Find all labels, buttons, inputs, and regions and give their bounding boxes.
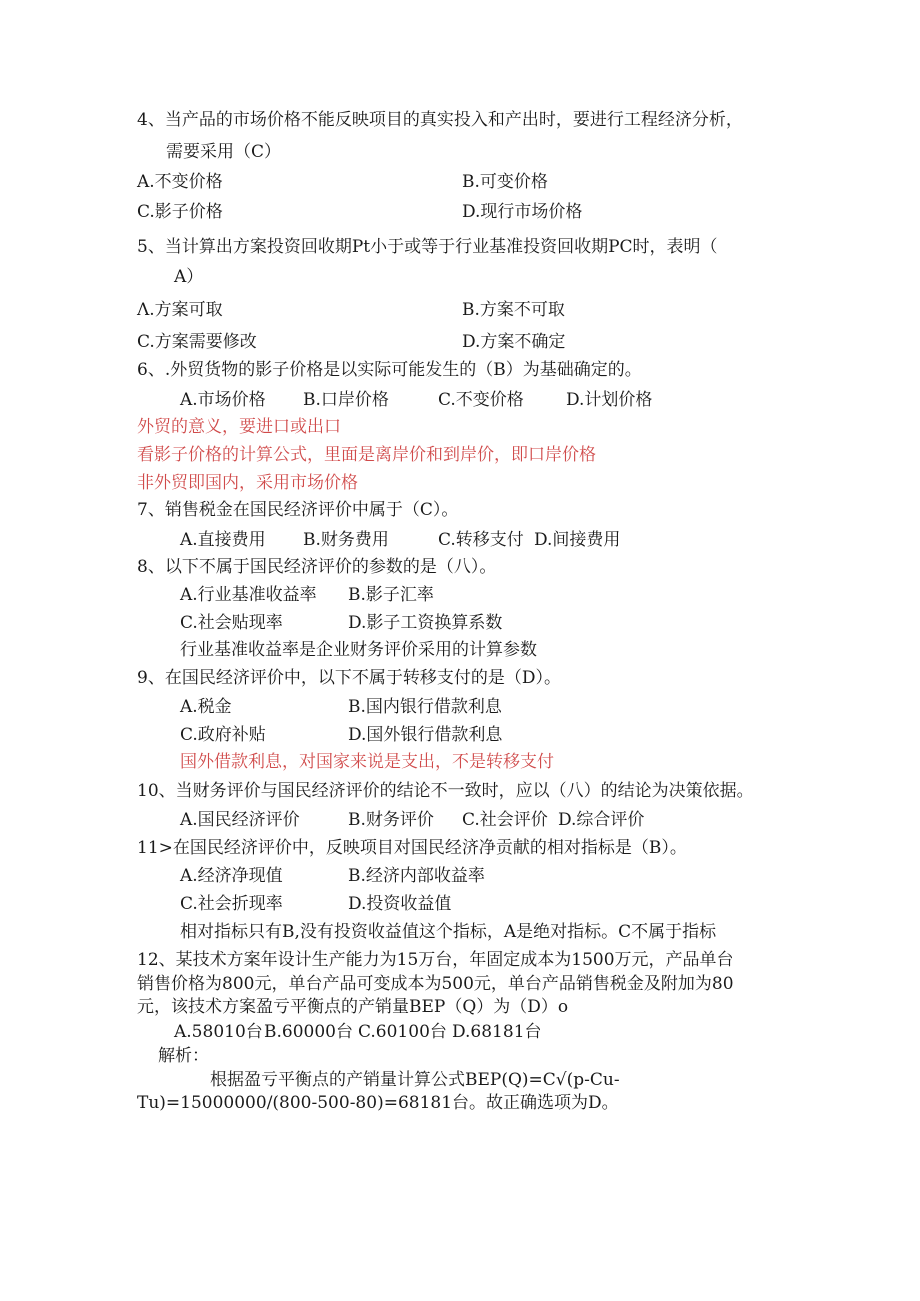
q4-option-c: C.影子价格 bbox=[137, 202, 223, 222]
q9-option-d: D.国外银行借款利息 bbox=[348, 725, 503, 745]
q4-stem-line2: 需要采用（C） bbox=[166, 142, 282, 162]
q7-option-a: A.直接费用 bbox=[180, 530, 266, 550]
q12-analysis-line1: 根据盈亏平衡点的产销量计算公式BEP(Q)=C√(p-Cu- bbox=[210, 1070, 620, 1090]
q5-option-d: D.方案不确定 bbox=[462, 332, 566, 352]
q10-option-c: C.社会评价 bbox=[462, 810, 548, 830]
q4-stem-line1: 4、当产品的市场价格不能反映项目的真实投入和产出时，要进行工程经济分析， bbox=[137, 110, 743, 130]
q12-analysis-line2: Tu)=15000000/(800-500-80)=68181台。故正确选项为D。 bbox=[137, 1093, 619, 1113]
q4-option-b: B.可变价格 bbox=[462, 172, 548, 192]
q7-option-b: B.财务费用 bbox=[303, 530, 389, 550]
q10-option-d: D.综合评价 bbox=[558, 810, 645, 830]
q11-stem: 11>在国民经济评价中，反映项目对国民经济净贡献的相对指标是（B）。 bbox=[137, 838, 687, 858]
q8-note: 行业基准收益率是企业财务评价采用的计算参数 bbox=[180, 640, 537, 660]
q9-option-a: A.税金 bbox=[180, 697, 232, 717]
q4-option-a: A.不变价格 bbox=[137, 172, 223, 192]
q6-stem: 6、.外贸货物的影子价格是以实际可能发生的（B）为基础确定的。 bbox=[137, 360, 642, 380]
q6-note-3: 非外贸即国内，采用市场价格 bbox=[137, 473, 358, 493]
q12-option-a: A.58010台 bbox=[174, 1022, 263, 1042]
q9-option-b: B.国内银行借款利息 bbox=[348, 697, 502, 717]
q10-option-b: B.财务评价 bbox=[348, 810, 434, 830]
q9-note: 国外借款利息，对国家来说是支出，不是转移支付 bbox=[180, 752, 554, 772]
q12-stem-line3: 元，该技术方案盈亏平衡点的产销量BEP（Q）为（D）o bbox=[137, 997, 569, 1017]
q6-note-1: 外贸的意义，要进口或出口 bbox=[137, 417, 341, 437]
q11-option-d: D.投资收益值 bbox=[348, 894, 452, 914]
q7-option-c: C.转移支付 bbox=[438, 530, 524, 550]
q5-option-c: C.方案需要修改 bbox=[137, 332, 257, 352]
q6-option-a: A.市场价格 bbox=[180, 390, 266, 410]
q6-note-2: 看影子价格的计算公式，里面是离岸价和到岸价，即口岸价格 bbox=[137, 445, 596, 465]
q9-option-c: C.政府补贴 bbox=[180, 725, 266, 745]
q5-stem-line2: A） bbox=[174, 267, 204, 287]
q11-option-a: A.经济净现值 bbox=[180, 866, 283, 886]
q11-note: 相对指标只有B,没有投资收益值这个指标，A是绝对指标。C不属于指标 bbox=[180, 922, 717, 942]
q12-stem-line1: 12、某技术方案年设计生产能力为15万台，年固定成本为1500万元，产品单台 bbox=[137, 950, 734, 970]
q10-stem: 10、当财务评价与国民经济评价的结论不一致时，应以（八）的结论为决策依据。 bbox=[137, 781, 754, 801]
q8-option-d: D.影子工资换算系数 bbox=[348, 613, 503, 633]
q12-analysis-label: 解析： bbox=[158, 1046, 209, 1066]
q6-option-d: D.计划价格 bbox=[566, 390, 653, 410]
q6-option-b: B.口岸价格 bbox=[303, 390, 389, 410]
q5-option-a: Λ.方案可取 bbox=[137, 300, 223, 320]
q4-option-d: D.现行市场价格 bbox=[462, 202, 583, 222]
q12-option-d: D.68181台 bbox=[452, 1022, 542, 1042]
q11-option-c: C.社会折现率 bbox=[180, 894, 283, 914]
q7-option-d: D.间接费用 bbox=[534, 530, 621, 550]
q12-option-c: C.60100台 bbox=[358, 1022, 447, 1042]
q12-stem-line2: 销售价格为800元，单台产品可变成本为500元，单台产品销售税金及附加为80 bbox=[137, 974, 734, 994]
q8-option-b: B.影子汇率 bbox=[348, 585, 434, 605]
q10-option-a: A.国民经济评价 bbox=[180, 810, 300, 830]
q6-option-c: C.不变价格 bbox=[438, 390, 524, 410]
q9-stem: 9、在国民经济评价中，以下不属于转移支付的是（D）。 bbox=[137, 668, 561, 688]
q8-option-a: A.行业基准收益率 bbox=[180, 585, 317, 605]
q5-stem-line1: 5、当计算出方案投资回收期Pt小于或等于行业基准投资回收期PC时，表明（ bbox=[137, 237, 718, 257]
q5-option-b: B.方案不可取 bbox=[462, 300, 565, 320]
q8-stem: 8、以下不属于国民经济评价的参数的是（八）。 bbox=[137, 557, 497, 577]
q12-option-b: B.60000台 bbox=[264, 1022, 353, 1042]
q8-option-c: C.社会贴现率 bbox=[180, 613, 283, 633]
q11-option-b: B.经济内部收益率 bbox=[348, 866, 485, 886]
q7-stem: 7、销售税金在国民经济评价中属于（C）。 bbox=[137, 500, 459, 520]
